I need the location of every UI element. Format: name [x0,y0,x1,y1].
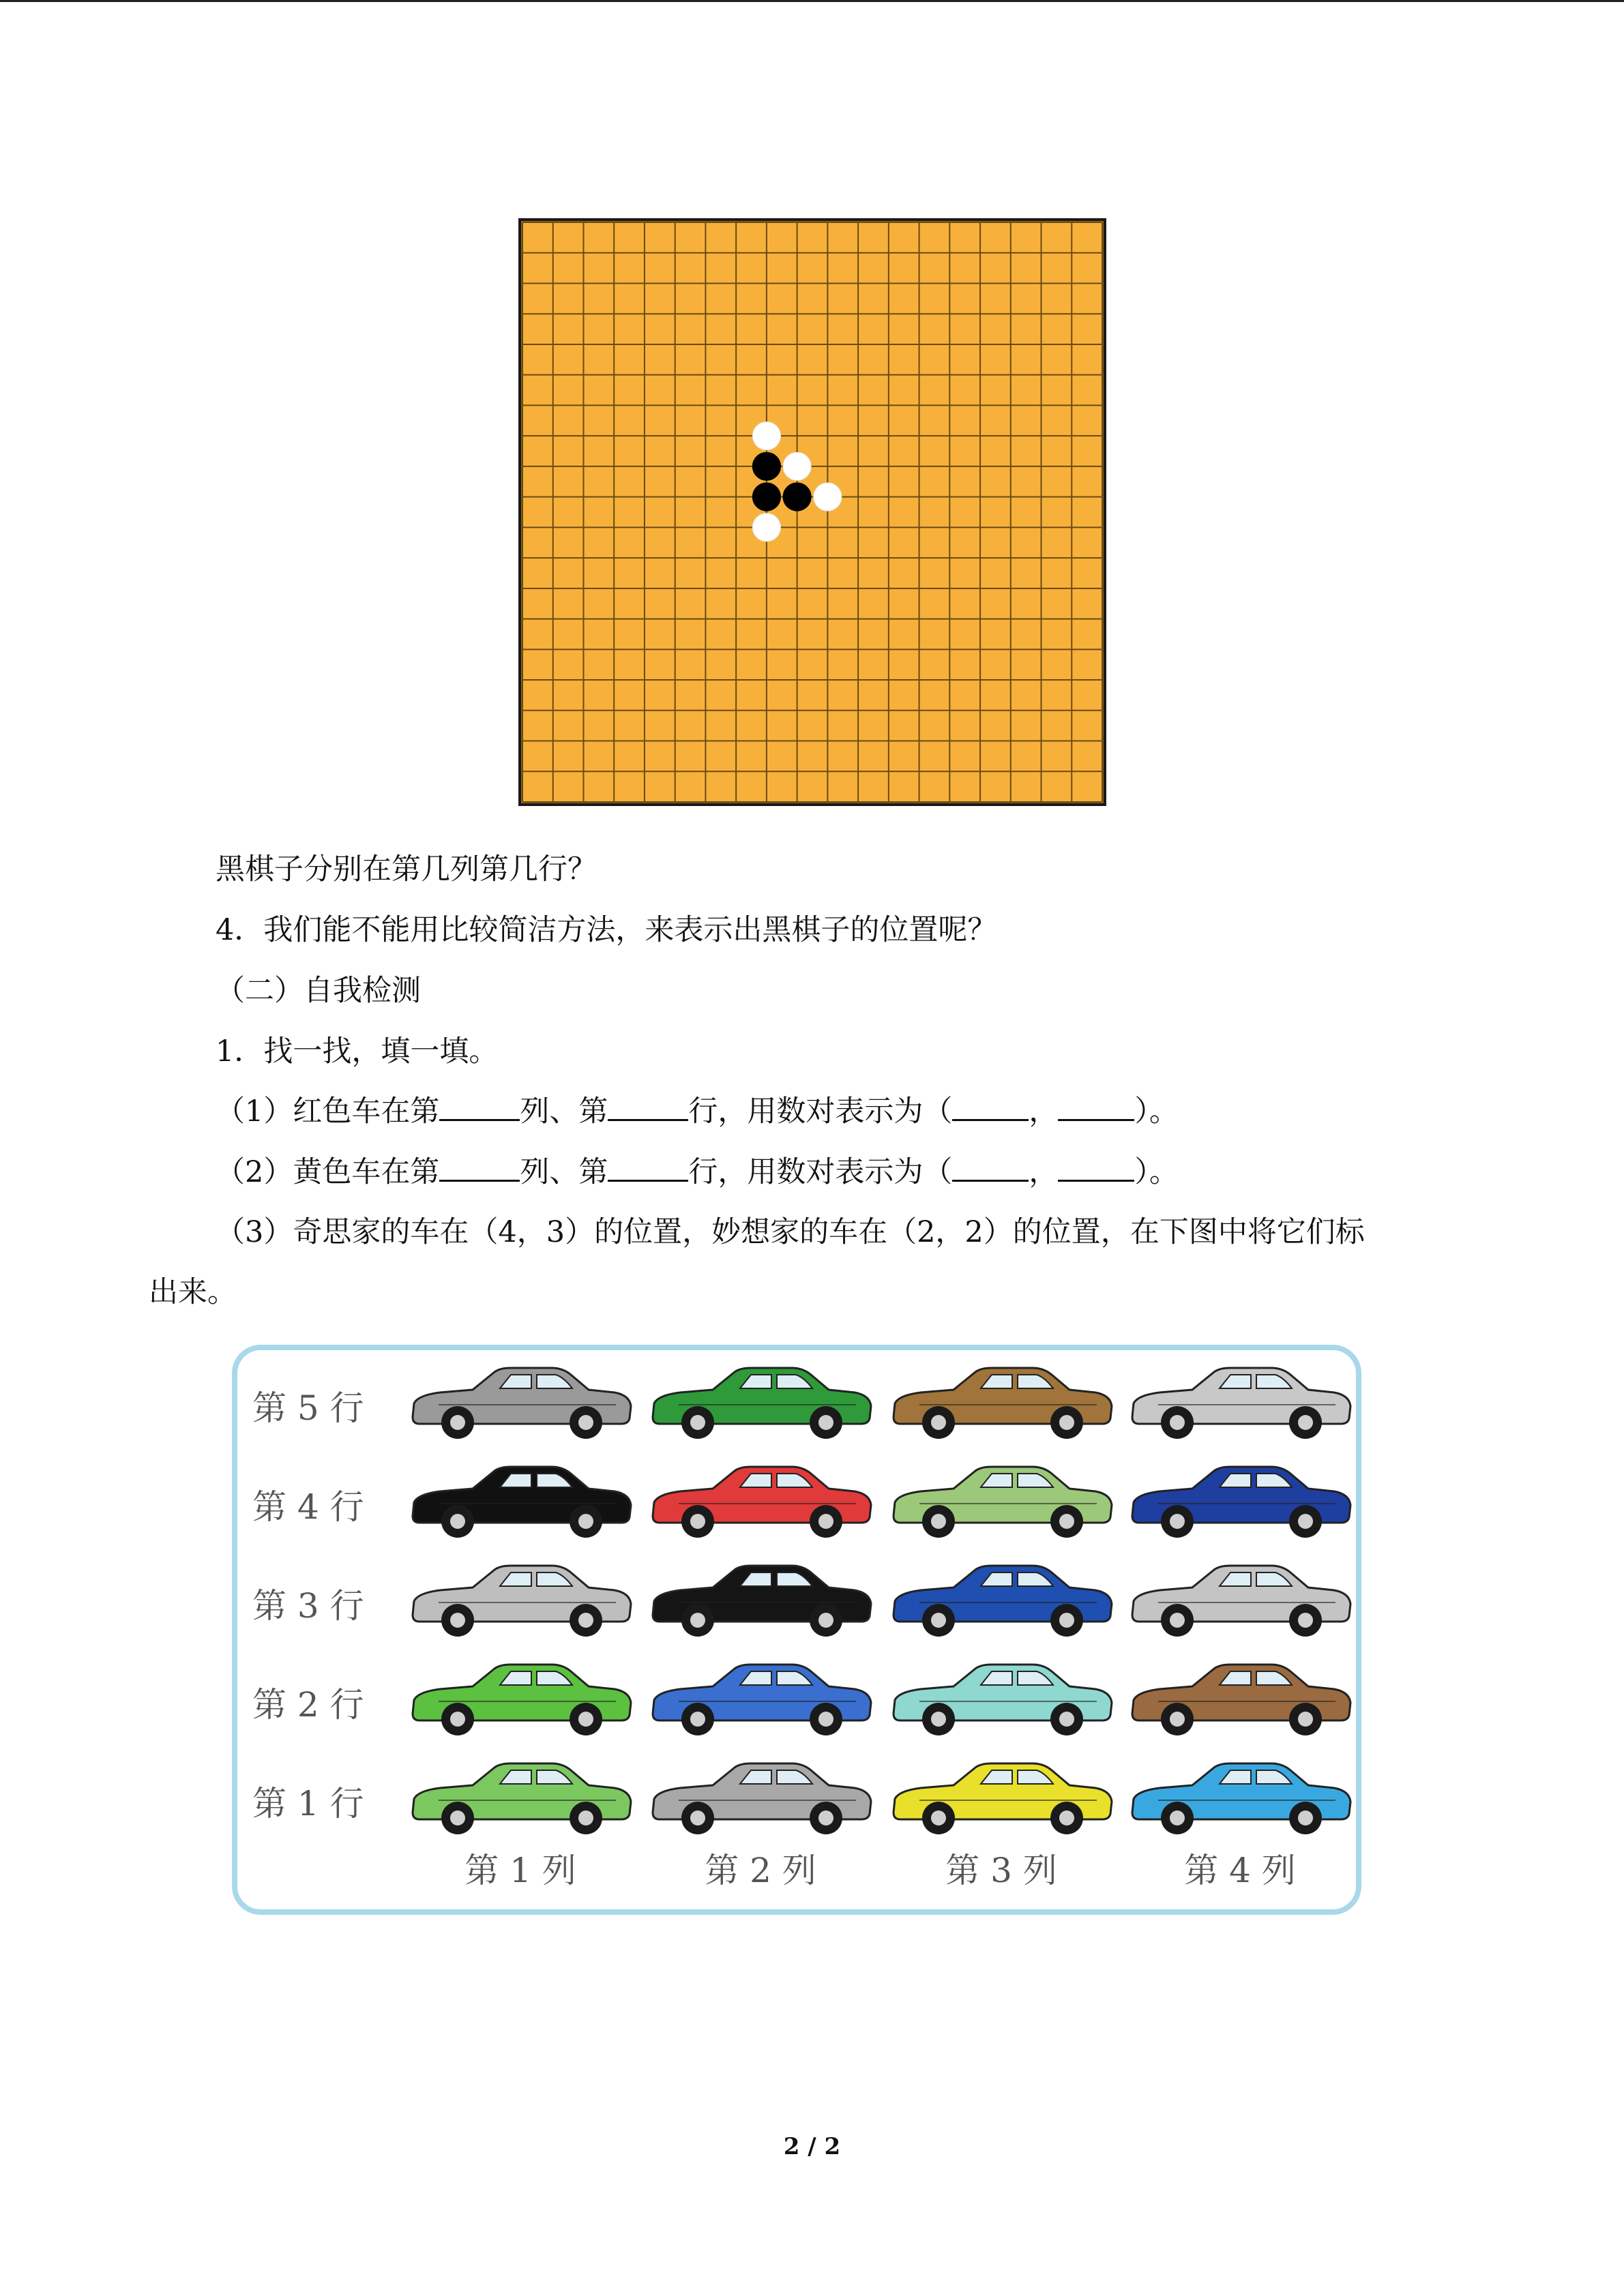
blank-yellow-column[interactable] [439,1152,520,1182]
page-number: 2 / 2 [783,2133,841,2160]
car-hubcap [1059,1613,1074,1628]
car-hubcap [818,1415,833,1430]
car-hubcap [1170,1415,1185,1430]
blank-yellow-row[interactable] [608,1152,688,1182]
car-hubcap [818,1514,833,1529]
car-hubcap [931,1415,946,1430]
row-label: 第 1 行 [252,1784,364,1823]
exercise-1-1 [216,1091,1179,1132]
row-label: 第 2 行 [252,1685,364,1725]
question-4: 4．我们能不能用比较简洁方法，来表示出黑棋子的位置呢？ [216,913,997,947]
ex1-1-text-c: 行，用数对表示为（ [688,1094,953,1129]
exercise-1-2 [216,1152,1179,1193]
car-hubcap [1170,1810,1185,1825]
exercise-1-3-line1: （3）奇思家的车在（4，3）的位置，妙想家的车在（2，2）的位置，在下图中将它们标 [216,1215,1365,1249]
car-hubcap [578,1415,593,1430]
board-background [520,220,1105,805]
white-stone [752,513,780,541]
black-stone [752,483,780,511]
car-grid[interactable] [231,1343,1363,1916]
car-hubcap [931,1613,946,1628]
car-hubcap [818,1712,833,1727]
blank-red-row[interactable] [608,1092,688,1121]
car-hubcap [690,1712,705,1727]
column-label: 第 1 列 [464,1851,576,1890]
car-hubcap [1059,1810,1074,1825]
car-hubcap [1298,1514,1313,1529]
blank-red-pair-x[interactable] [952,1092,1029,1121]
black-stone [783,483,811,511]
car-hubcap [450,1810,465,1825]
blank-red-column[interactable] [439,1092,520,1121]
exercise-1-3-line2: 出来。 [149,1275,237,1309]
car-hubcap [1298,1712,1313,1727]
ex1-1-text-b: 列、第 [520,1094,608,1129]
car-grid-figure [231,1343,1363,1916]
ex1-2-text-a: （2）黄色车在第 [216,1155,440,1189]
blank-yellow-pair-y[interactable] [1058,1152,1134,1182]
car-hubcap [578,1613,593,1628]
ex1-2-text-b: 列、第 [520,1155,608,1189]
question-black-stones: 黑棋子分别在第几列第几行？ [216,852,597,886]
car-hubcap [931,1712,946,1727]
column-label: 第 3 列 [945,1851,1057,1890]
exercise-1-title: 1．找一找，填一填。 [216,1034,499,1069]
ex1-1-text-d: ， [1029,1094,1059,1129]
car-hubcap [578,1810,593,1825]
row-label: 第 3 行 [252,1586,364,1626]
white-stone [814,483,842,511]
car-hubcap [450,1613,465,1628]
car-hubcap [1170,1712,1185,1727]
go-board [518,218,1106,806]
section-heading: （二）自我检测 [216,974,421,1008]
ex1-2-text-e: ）。 [1134,1155,1179,1189]
car-hubcap [578,1712,593,1727]
car-hubcap [690,1613,705,1628]
white-stone [783,452,811,480]
car-hubcap [1059,1712,1074,1727]
column-label: 第 2 列 [705,1851,816,1890]
row-label: 第 4 行 [252,1487,364,1527]
car-hubcap [690,1415,705,1430]
column-label: 第 4 列 [1184,1851,1296,1890]
car-hubcap [690,1810,705,1825]
car-hubcap [1059,1514,1074,1529]
top-border [0,0,1624,2]
car-hubcap [818,1810,833,1825]
ex1-2-text-c: 行，用数对表示为（ [688,1155,953,1189]
ex1-1-text-e: ）。 [1134,1094,1179,1129]
ex1-1-text-a: （1）红色车在第 [216,1094,440,1129]
blank-yellow-pair-x[interactable] [952,1152,1029,1182]
car-hubcap [450,1415,465,1430]
blank-red-pair-y[interactable] [1058,1092,1134,1121]
black-stone [752,452,780,480]
row-label: 第 5 行 [252,1388,364,1428]
go-board-figure [518,218,1106,806]
car-hubcap [690,1514,705,1529]
car-hubcap [1298,1810,1313,1825]
car-hubcap [578,1514,593,1529]
car-hubcap [1059,1415,1074,1430]
car-hubcap [1298,1415,1313,1430]
car-hubcap [1298,1613,1313,1628]
car-hubcap [450,1514,465,1529]
car-hubcap [931,1514,946,1529]
white-stone [752,422,780,450]
car-hubcap [1170,1514,1185,1529]
ex1-2-text-d: ， [1029,1155,1059,1189]
car-hubcap [818,1613,833,1628]
car-hubcap [450,1712,465,1727]
car-hubcap [931,1810,946,1825]
car-hubcap [1170,1613,1185,1628]
